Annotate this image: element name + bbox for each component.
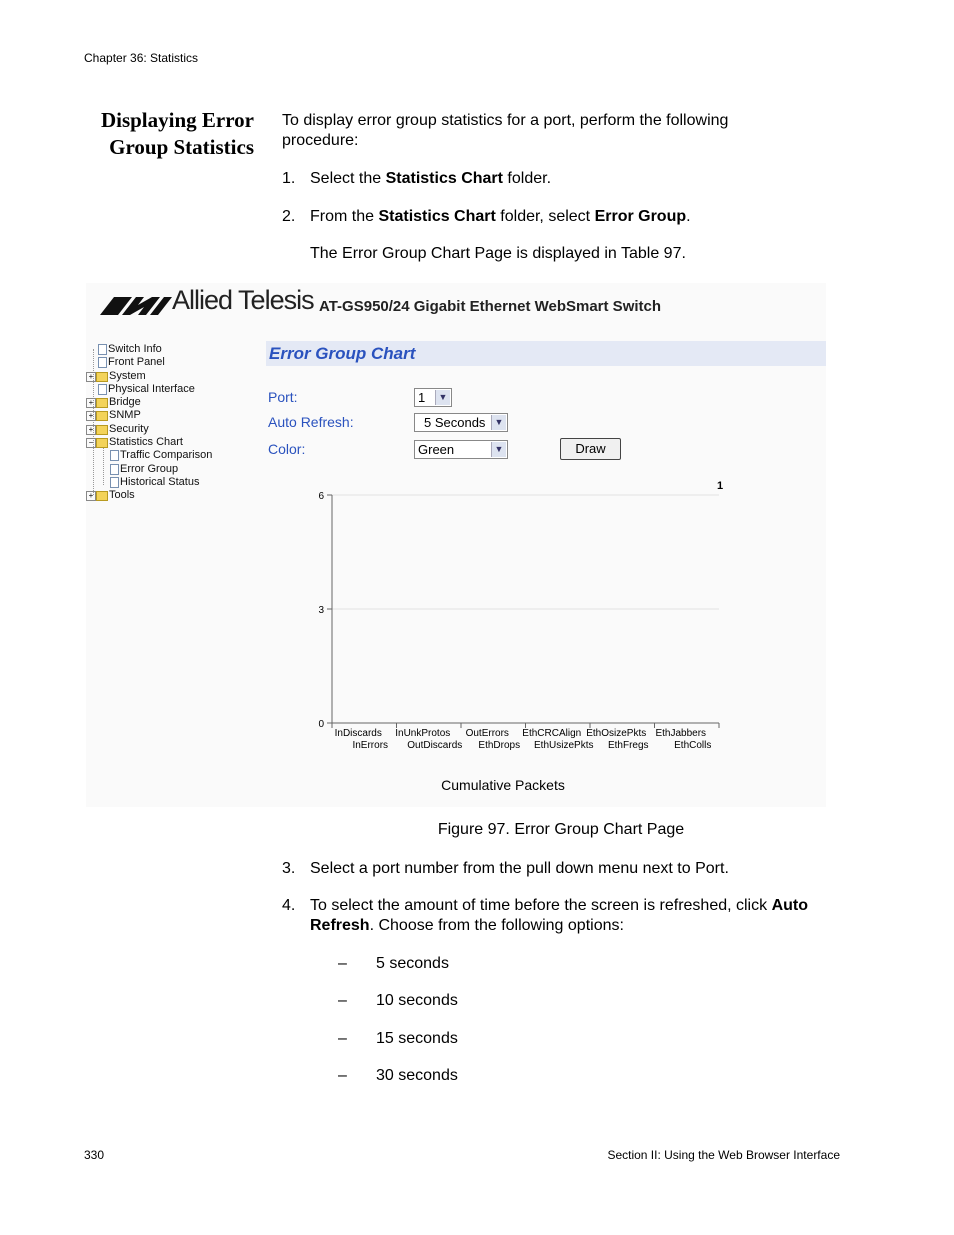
color-select-value: Green <box>418 442 455 457</box>
tree-item-label: Tools <box>109 489 135 502</box>
figure-caption: Figure 97. Error Group Chart Page <box>437 821 685 838</box>
step-text-bold: Statistics Chart <box>378 208 496 225</box>
step-number: 3. <box>282 860 296 877</box>
x-tick-label: OutErrors <box>465 728 509 739</box>
error-group-chart <box>86 283 826 807</box>
expand-icon[interactable]: + <box>86 491 96 501</box>
y-tick-label: 3 <box>318 605 324 616</box>
dash-bullet: – <box>338 955 347 972</box>
tree-item-label: Historical Status <box>120 475 200 488</box>
expand-icon[interactable]: + <box>86 372 96 382</box>
expand-icon[interactable]: + <box>86 411 96 421</box>
collapse-icon[interactable]: − <box>86 438 96 448</box>
dash-bullet: – <box>338 1067 347 1084</box>
chart-grid <box>332 495 719 723</box>
step-text <box>310 169 840 189</box>
step-text-post: folder, select <box>495 208 595 225</box>
port-label: Port: <box>268 389 298 405</box>
dash-bullet: – <box>338 992 347 1009</box>
page-title: Error Group Chart <box>269 344 416 363</box>
step-text-pre: To select the amount of time before the screen is refreshed, click <box>310 897 772 914</box>
option-text: 10 seconds <box>376 992 458 1009</box>
step-text-pre: From the <box>310 208 379 225</box>
draw-button[interactable]: Draw <box>560 438 621 460</box>
option-text: 30 seconds <box>376 1067 458 1084</box>
table-note: The Error Group Chart Page is displayed in Table 97. <box>310 245 686 262</box>
chapter-header: Chapter 36: Statistics <box>84 51 199 65</box>
tree-item-label: Switch Info <box>108 343 162 355</box>
tree-item-label: System <box>109 369 146 382</box>
tree-item-label: Physical Interface <box>108 382 195 395</box>
color-label: Color: <box>268 441 306 457</box>
option-text: 15 seconds <box>376 1030 458 1047</box>
y-tick-label: 6 <box>318 491 324 502</box>
step-text-pre: Select the <box>310 170 386 187</box>
auto-refresh-label: Auto Refresh: <box>268 414 354 430</box>
chevron-down-icon: ▼ <box>491 442 506 457</box>
tree-item-label: Front Panel <box>108 356 165 369</box>
auto-refresh-value: 5 Seconds <box>424 415 486 430</box>
option-text: 5 seconds <box>376 955 449 972</box>
chevron-down-icon: ▼ <box>491 415 506 430</box>
x-tick-label: EthDrops <box>478 740 521 751</box>
chart-axes <box>327 495 719 728</box>
chevron-down-icon: ▼ <box>435 390 450 405</box>
step-text: Select a port number from the pull down menu next to Port. <box>310 860 729 877</box>
expand-icon[interactable]: + <box>86 425 96 435</box>
x-tick-label: EthOsizePkts <box>586 728 647 739</box>
footer-section: Section II: Using the Web Browser Interface <box>607 1148 840 1162</box>
error-group-screenshot <box>86 283 826 807</box>
expand-icon[interactable]: + <box>86 398 96 408</box>
step-text-post-2: . <box>686 208 691 225</box>
brand-name: Allied Telesis <box>172 285 314 315</box>
x-tick-label: OutDiscards <box>407 740 463 751</box>
x-tick-label: InErrors <box>352 740 389 751</box>
step-text-bold: Auto Refresh <box>310 897 808 934</box>
tree-item-label: Security <box>109 422 149 435</box>
x-tick-label: InUnkProtos <box>395 728 451 739</box>
step-text-post: folder. <box>502 170 552 187</box>
step-number: 4. <box>282 897 296 914</box>
tree-item-label: Error Group <box>120 462 179 475</box>
x-tick-label: InDiscards <box>334 728 382 739</box>
y-tick-labels <box>318 491 324 730</box>
section-heading: Displaying Error Group Statistics <box>100 108 254 159</box>
page-number: 330 <box>84 1148 105 1162</box>
x-tick-label: EthCRCAlign <box>522 728 582 739</box>
x-tick-label: EthColls <box>674 740 712 751</box>
x-axis-label: Cumulative Packets <box>441 777 565 793</box>
x-tick-labels <box>335 728 712 751</box>
dash-bullet: – <box>338 1030 347 1047</box>
x-tick-label: EthUsizePkts <box>534 740 594 751</box>
port-select-value: 1 <box>418 390 426 405</box>
tree-item-label: Bridge <box>109 396 141 409</box>
y-tick-label: 0 <box>318 719 324 730</box>
step-text-bold-2: Error Group <box>594 208 687 225</box>
chart-legend: 1 <box>717 480 724 492</box>
x-tick-label: EthJabbers <box>655 728 707 739</box>
x-tick-label: EthFregs <box>607 740 649 751</box>
step-number: 2. <box>282 208 296 225</box>
step-number: 1. <box>282 170 296 187</box>
step-text <box>310 207 840 227</box>
step-text-post: . Choose from the following options: <box>369 917 624 934</box>
tree-item-label: Traffic Comparison <box>120 449 213 462</box>
tree-item-label: SNMP <box>109 409 141 422</box>
product-name: AT-GS950/24 Gigabit Ethernet WebSmart Switch <box>319 298 662 315</box>
step-text <box>310 896 840 936</box>
step-text-bold: Statistics Chart <box>385 170 503 187</box>
tree-item-label: Statistics Chart <box>109 436 183 449</box>
intro-paragraph: To display error group statistics for a port, perform the following procedure: <box>282 112 729 149</box>
